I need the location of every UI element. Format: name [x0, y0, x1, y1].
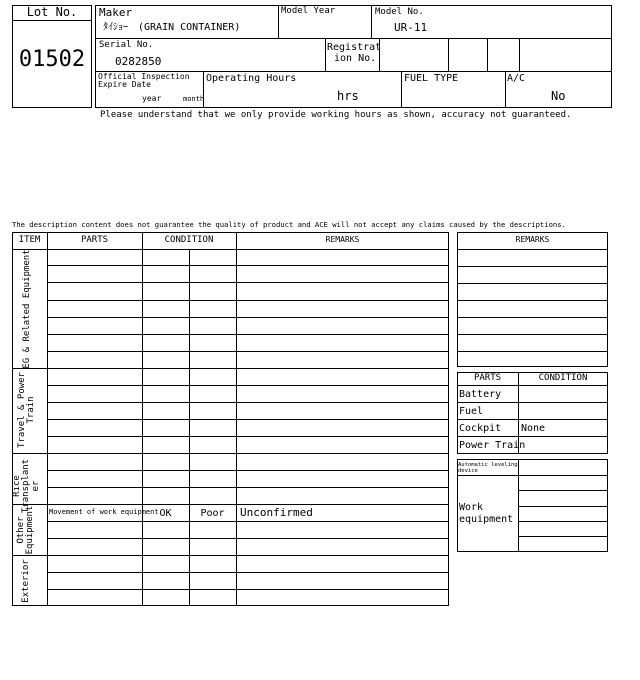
serial-no-value: 0282850 [115, 55, 162, 68]
model-no-label: Model No. [375, 7, 424, 17]
registration-label-1: Registrat [327, 42, 382, 53]
condition-header: CONDITION [164, 235, 214, 245]
ac-value: No [551, 89, 566, 103]
maker-label: Maker [99, 6, 133, 19]
inspection-label-2: Expire Date [98, 80, 151, 89]
work-equipment-label-1: Work [459, 502, 484, 513]
parts-header: PARTS [80, 235, 109, 245]
section-other-label: Other Equipment [16, 505, 36, 555]
inspection-month-unit: month [183, 95, 205, 103]
operating-hours-unit: hrs [337, 89, 359, 103]
lot-label: Lot No. [26, 5, 78, 19]
parts-col-header: PARTS [473, 373, 502, 383]
lot-number: 01502 [18, 47, 86, 72]
right-remarks-header: REMARKS [515, 235, 550, 244]
hours-notice: Please understand that we only provide working hours as shown, accuracy not guaranteed. [100, 110, 572, 120]
work-poor: Poor [200, 508, 225, 519]
work-ok: OK [159, 508, 172, 519]
part-fuel: Fuel [459, 406, 484, 417]
section-travel-label: Travel & Power Train [17, 372, 37, 448]
registration-label-2: ion No. [334, 53, 377, 64]
remarks-header: REMARKS [325, 235, 360, 244]
condition-col-header: CONDITION [538, 373, 588, 383]
part-power-train: Power Train [459, 440, 526, 451]
maker-value: ﾀｲｼｮｰ (GRAIN CONTAINER) [103, 22, 241, 33]
condition-cockpit: None [521, 423, 546, 434]
part-battery: Battery [459, 389, 502, 400]
section-exterior-label: Exterior [21, 559, 31, 603]
model-no-value: UR-11 [394, 21, 428, 34]
section-rice-label: Rice Transplant er [12, 458, 41, 514]
inspection-label-1: Official Inspection [98, 72, 190, 81]
part-cockpit: Cockpit [459, 423, 502, 434]
auto-leveling-label-2: device [458, 468, 478, 474]
ac-label: A/C [507, 73, 526, 84]
model-year-label: Model Year [281, 6, 336, 16]
auto-leveling-label-1: Automatic leveling [458, 462, 518, 468]
section-eg-label: EG & Related Equipment [22, 249, 32, 369]
inspection-year-unit: year [142, 94, 162, 103]
work-equipment-label-2: equipment [459, 514, 514, 525]
item-header: ITEM [18, 235, 41, 245]
fuel-type-label: FUEL TYPE [404, 73, 459, 84]
description-notice: The description content does not guarantee the quality of product and ACE will not accept any claims caused by the descriptions. [12, 220, 566, 229]
serial-no-label: Serial No. [99, 40, 154, 50]
work-unconfirmed: Unconfirmed [240, 506, 313, 519]
work-movement-part: Movement of work equipment [49, 508, 159, 516]
operating-hours-label: Operating Hours [206, 73, 297, 84]
